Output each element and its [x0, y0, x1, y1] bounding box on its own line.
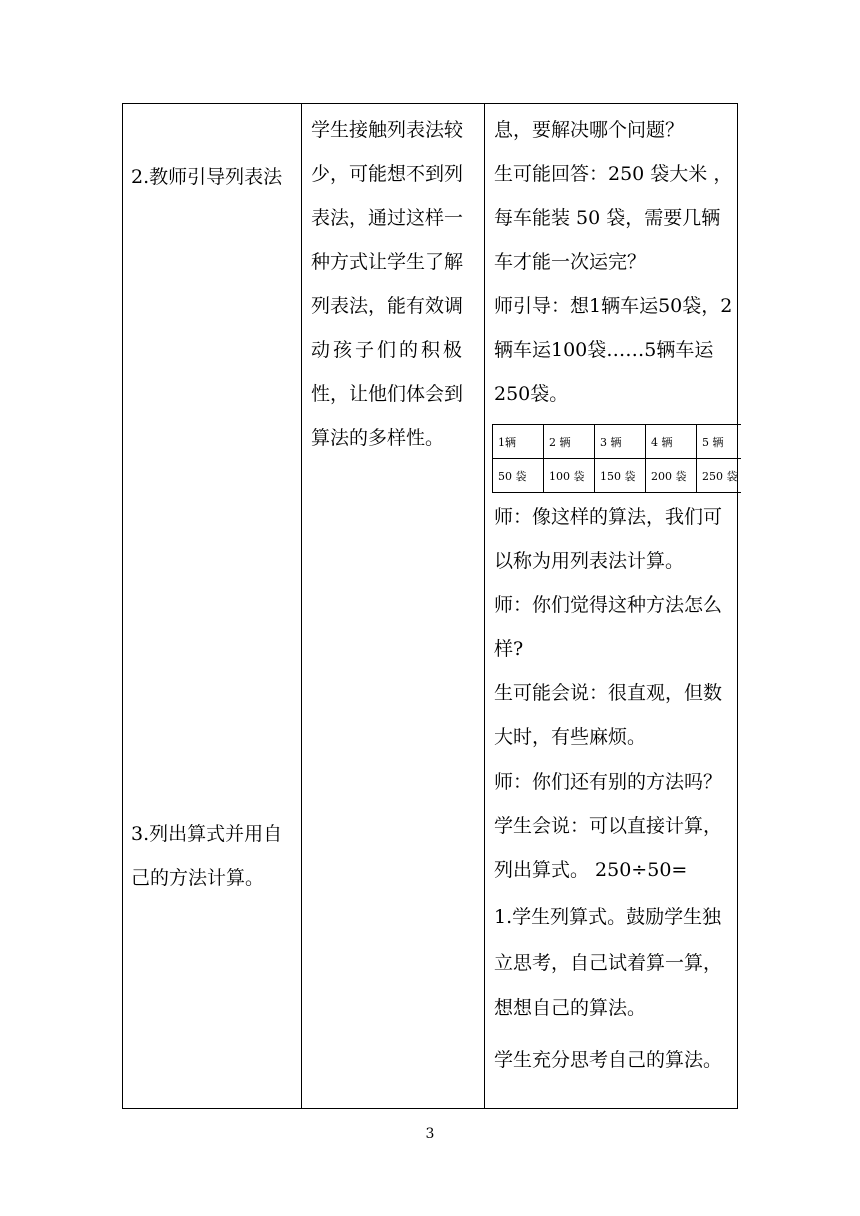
table-cell: 250 袋: [697, 459, 741, 493]
step-2-label: 2.教师引导列表法: [131, 166, 283, 188]
table-cell: 4 辆: [646, 425, 697, 459]
activity-line: 师引导：想1辆车运50袋，2: [494, 295, 733, 317]
table-row: [493, 459, 741, 493]
table-cell: 50 袋: [493, 459, 544, 493]
activity-line: 生可能回答：250 袋大米 ，: [494, 163, 733, 185]
table-row: [493, 425, 741, 459]
design-note-line: 表法，通过这样一: [311, 207, 464, 229]
step-3-label-line2: 己的方法计算。: [131, 867, 265, 889]
table-cell: 200 袋: [646, 459, 697, 493]
activity-line: 250袋。: [494, 383, 569, 405]
column-divider-1: [301, 103, 302, 1109]
design-note-line: 性，让他们体会到: [311, 383, 464, 405]
table-cell: 1辆: [493, 425, 544, 459]
activity-line: 车才能一次运完？: [494, 251, 647, 273]
table-cell: 2 辆: [544, 425, 595, 459]
activity-line: 师：你们还有别的方法吗？: [494, 771, 723, 793]
activity-line: 样?: [494, 638, 524, 660]
activity-line: 想想自己的算法。: [494, 997, 647, 1019]
activity-line: 立思考，自己试着算一算，: [494, 952, 723, 974]
activity-line: 每车能装 50 袋，需要几辆: [494, 207, 721, 229]
table-cell: 100 袋: [544, 459, 595, 493]
activity-line: 师：你们觉得这种方法怎么: [494, 594, 723, 616]
table-cell: 150 袋: [595, 459, 646, 493]
activity-line: 生可能会说：很直观，但数: [494, 682, 723, 704]
activity-line: 1.学生列算式。鼓励学生独: [494, 906, 722, 928]
activity-line: 学生会说：可以直接计算，: [494, 815, 723, 837]
design-note-line: 列表法，能有效调: [311, 295, 464, 317]
design-note-line: 学生接触列表法较: [311, 119, 464, 141]
activity-line: 大时，有些麻烦。: [494, 726, 647, 748]
design-note-line: 算法的多样性。: [311, 427, 445, 449]
design-note-line: 种方式让学生了解: [311, 251, 464, 273]
column-divider-2: [484, 103, 485, 1109]
vehicle-bag-table: [492, 424, 741, 493]
activity-line: 息，要解决哪个问题？: [494, 119, 685, 141]
table-cell: 5 辆: [697, 425, 741, 459]
page-number: 3: [425, 1126, 435, 1142]
activity-line: 辆车运100袋……5辆车运: [494, 339, 714, 361]
design-note-line: 动孩子们的积极: [311, 339, 466, 361]
design-note-line: 少，可能想不到列: [311, 163, 464, 185]
step-3-label-line1: 3.列出算式并用自: [131, 823, 283, 845]
activity-line: 师：像这样的算法，我们可: [494, 506, 723, 528]
activity-line: 学生充分思考自己的算法。: [494, 1049, 723, 1071]
activity-line: 以称为用列表法计算。: [494, 550, 685, 572]
activity-line: 列出算式。 250÷50=: [494, 859, 688, 881]
table-cell: 3 辆: [595, 425, 646, 459]
